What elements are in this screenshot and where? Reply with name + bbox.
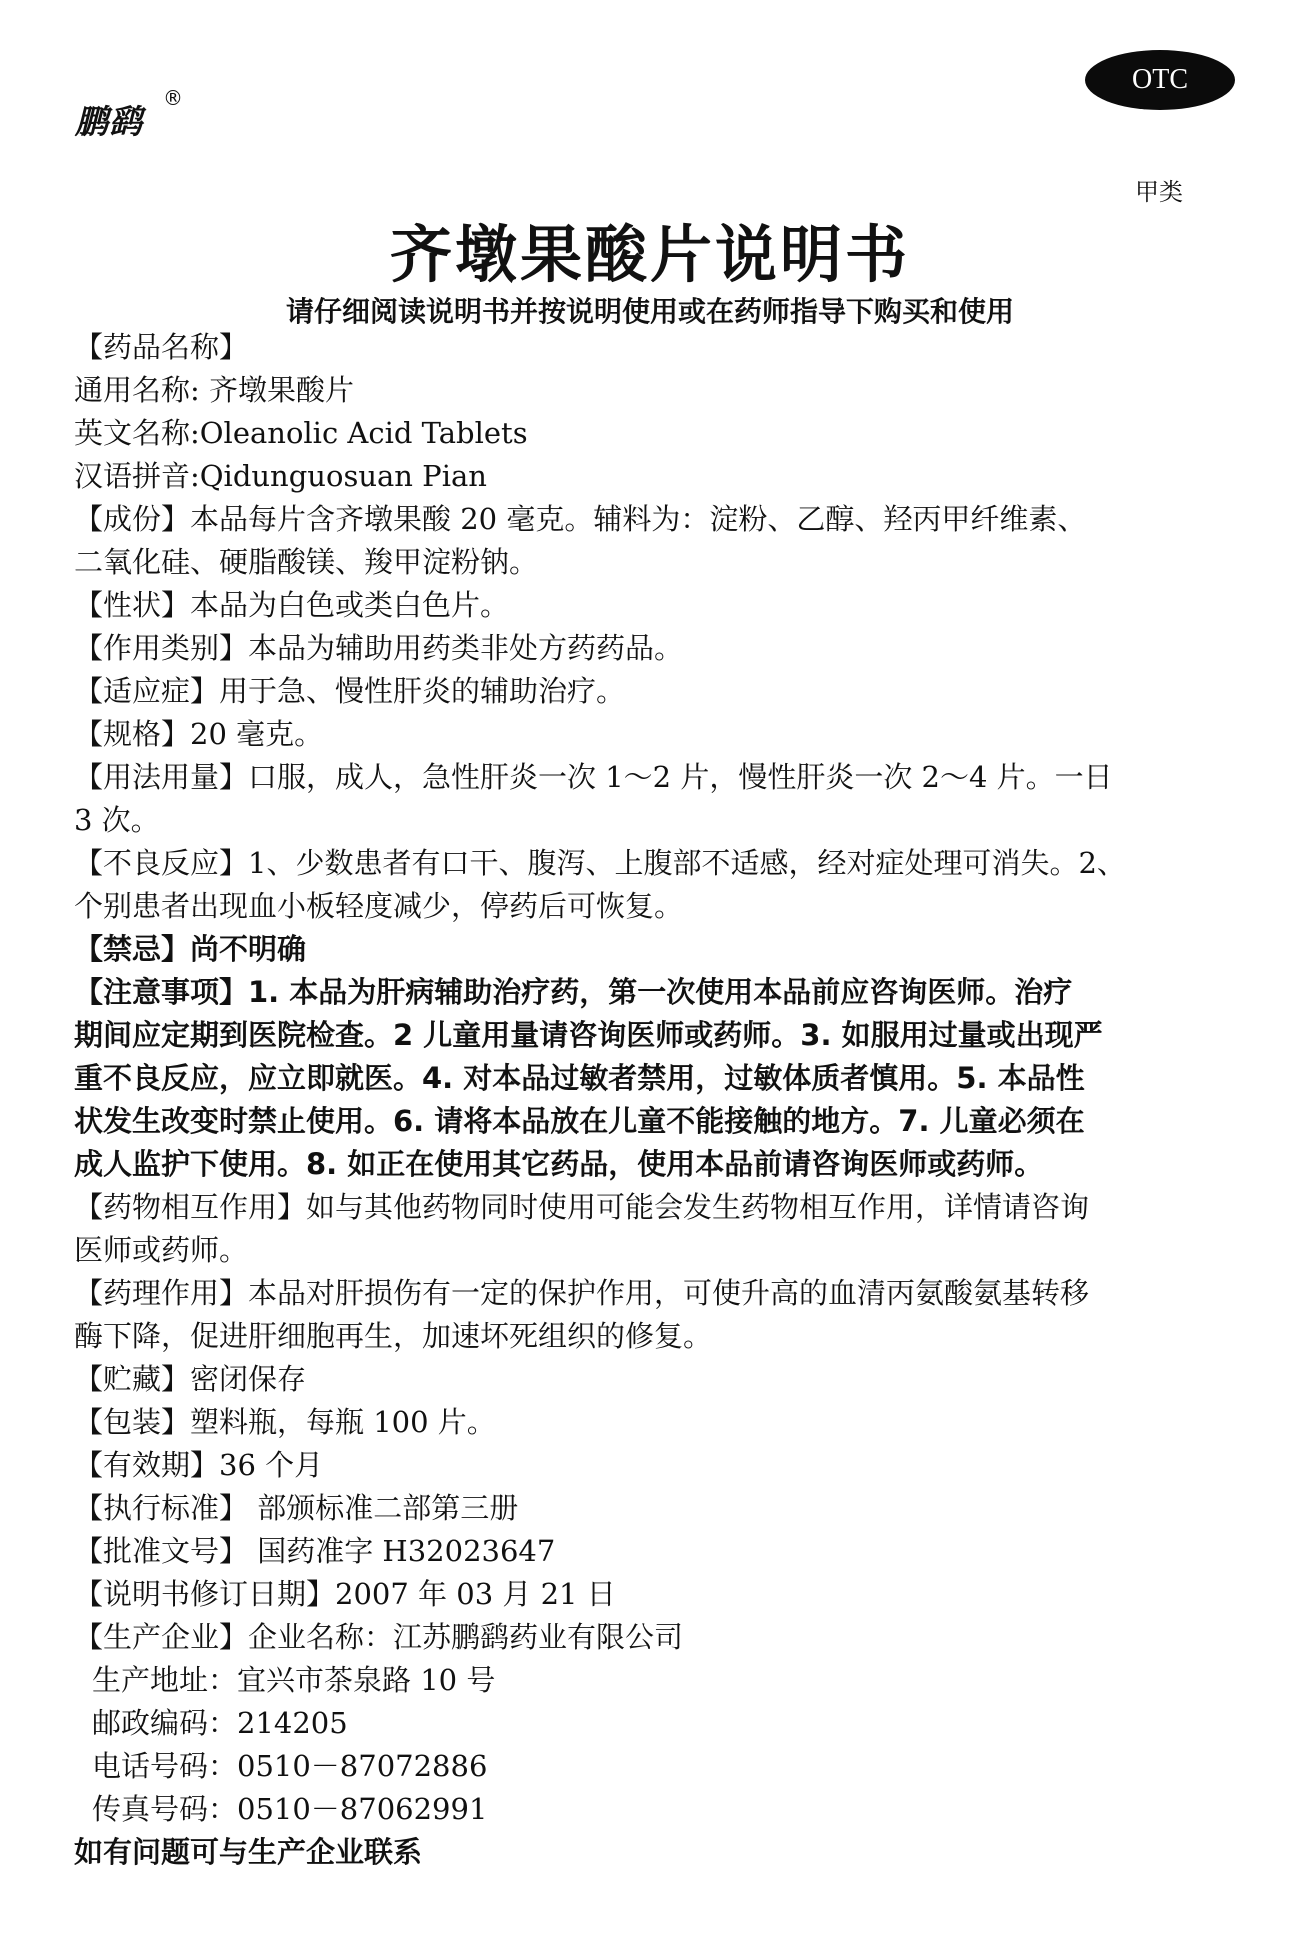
contact-note: 如有问题可与生产企业联系 bbox=[74, 1835, 423, 1869]
section-category: 【作用类别】本品为辅助用药类非处方药药品。 bbox=[74, 631, 684, 665]
section-precautions-cont: 期间应定期到医院检查。2 儿童用量请咨询医师或药师。3. 如服用过量或出现严 bbox=[74, 1018, 1103, 1052]
section-drug-name-heading: 【药品名称】 bbox=[74, 330, 249, 364]
section-contraindications: 【禁忌】尚不明确 bbox=[74, 932, 307, 966]
manufacturer-phone: 电话号码：0510－87072886 bbox=[92, 1749, 488, 1783]
section-package: 【包装】塑料瓶，每瓶 100 片。 bbox=[74, 1405, 496, 1439]
section-validity: 【有效期】36 个月 bbox=[74, 1448, 324, 1482]
section-precautions-cont: 成人监护下使用。8. 如正在使用其它药品，使用本品前请咨询医师或药师。 bbox=[74, 1147, 1044, 1181]
document-title: 齐墩果酸片说明书 bbox=[389, 218, 910, 291]
registered-mark: ® bbox=[163, 86, 183, 110]
brand-logo: 鹏鹞 bbox=[75, 102, 143, 141]
section-interactions: 【药物相互作用】如与其他药物同时使用可能会发生药物相互作用，详情请咨询 bbox=[74, 1190, 1090, 1224]
section-standard: 【执行标准】 部颁标准二部第三册 bbox=[74, 1491, 519, 1525]
english-name: 英文名称:Oleanolic Acid Tablets bbox=[74, 416, 528, 450]
section-approval-number: 【批准文号】 国药准字 H32023647 bbox=[74, 1534, 556, 1568]
section-precautions: 【注意事项】1. 本品为肝病辅助治疗药，第一次使用本品前应咨询医师。治疗 bbox=[74, 975, 1073, 1009]
otc-category: 甲类 bbox=[1135, 178, 1183, 206]
section-storage: 【贮藏】密闭保存 bbox=[74, 1362, 307, 1396]
section-precautions-cont: 重不良反应，应立即就医。4. 对本品过敏者禁用，过敏体质者慎用。5. 本品性 bbox=[74, 1061, 1085, 1095]
otc-badge bbox=[1085, 50, 1235, 110]
section-pharmacology: 【药理作用】本品对肝损伤有一定的保护作用，可使升高的血清丙氨酸氨基转移 bbox=[74, 1276, 1090, 1310]
section-adverse-reactions: 【不良反应】1、少数患者有口干、腹泻、上腹部不适感，经对症处理可消失。2、 bbox=[74, 846, 1126, 880]
manufacturer-fax: 传真号码：0510－87062991 bbox=[92, 1792, 488, 1826]
otc-label: OTC bbox=[1132, 64, 1188, 95]
section-dosage-cont: 3 次。 bbox=[74, 803, 160, 837]
section-ingredients: 【成份】本品每片含齐墩果酸 20 毫克。辅料为：淀粉、乙醇、羟丙甲纤维素、 bbox=[74, 502, 1087, 536]
section-interactions-cont: 医师或药师。 bbox=[74, 1233, 249, 1267]
section-dosage: 【用法用量】口服，成人，急性肝炎一次 1～2 片，慢性肝炎一次 2～4 片。一日 bbox=[74, 760, 1113, 794]
section-description: 【性状】本品为白色或类白色片。 bbox=[74, 588, 510, 622]
section-ingredients-cont: 二氧化硅、硬脂酸镁、羧甲淀粉钠。 bbox=[74, 545, 539, 579]
pinyin-name: 汉语拼音:Qidunguosuan Pian bbox=[74, 459, 487, 493]
section-specification: 【规格】20 毫克。 bbox=[74, 717, 324, 751]
section-revision-date: 【说明书修订日期】2007 年 03 月 21 日 bbox=[74, 1577, 616, 1611]
document-subtitle: 请仔细阅读说明书并按说明使用或在药师指导下购买和使用 bbox=[285, 295, 1014, 328]
section-indications: 【适应症】用于急、慢性肝炎的辅助治疗。 bbox=[74, 674, 626, 708]
section-manufacturer: 【生产企业】企业名称：江苏鹏鹞药业有限公司 bbox=[74, 1620, 684, 1654]
manufacturer-postcode: 邮政编码：214205 bbox=[92, 1706, 348, 1740]
manufacturer-address: 生产地址：宜兴市茶泉路 10 号 bbox=[92, 1663, 496, 1697]
document-body bbox=[74, 326, 1224, 1874]
section-precautions-cont: 状发生改变时禁止使用。6. 请将本品放在儿童不能接触的地方。7. 儿童必须在 bbox=[74, 1104, 1085, 1138]
section-adverse-reactions-cont: 个别患者出现血小板轻度减少，停药后可恢复。 bbox=[74, 889, 684, 923]
section-pharmacology-cont: 酶下降，促进肝细胞再生，加速坏死组织的修复。 bbox=[74, 1319, 713, 1353]
generic-name: 通用名称: 齐墩果酸片 bbox=[74, 373, 354, 407]
